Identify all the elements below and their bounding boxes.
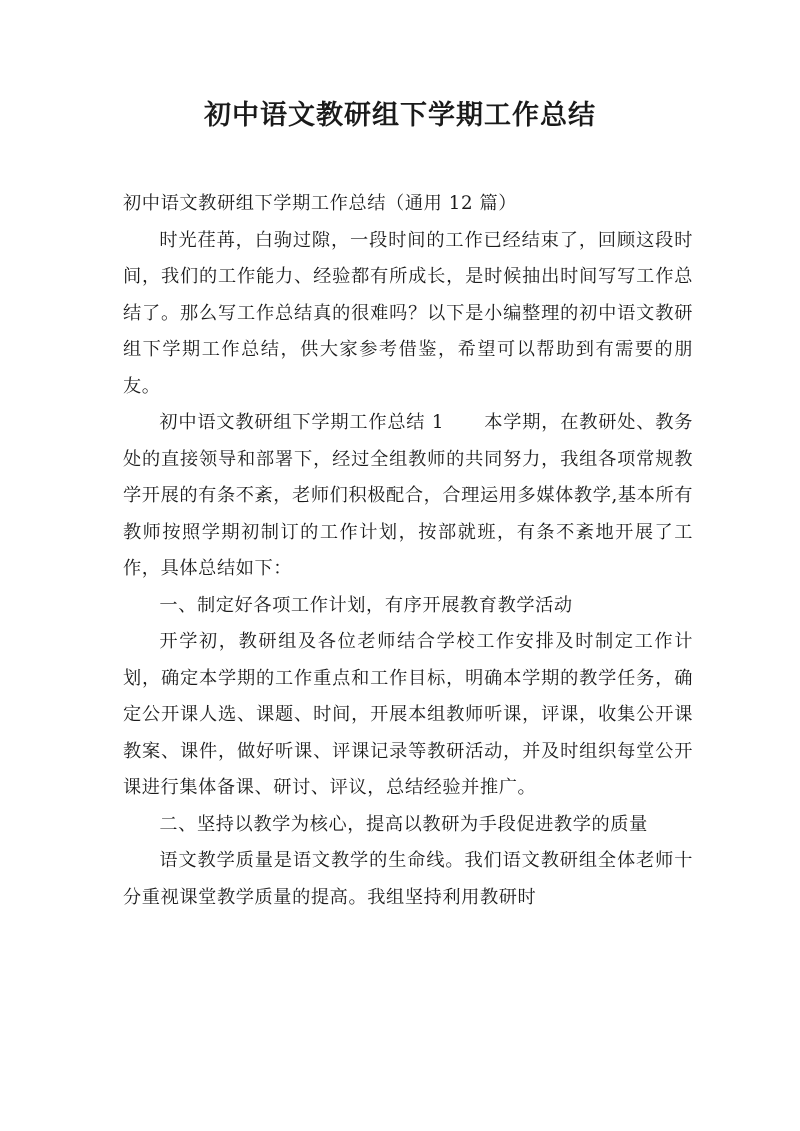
section-1-heading: 初中语文教研组下学期工作总结 1 — [159, 412, 445, 433]
document-body — [123, 186, 693, 916]
document-title: 初中语文教研组下学期工作总结 — [204, 100, 596, 131]
paragraph-2: 语文教学质量是语文教学的生命线。我们语文教研组全体老师十分重视课堂教学质量的提高。我组坚持利用教研时 — [123, 850, 693, 908]
section-1-intro: 本学期，在教研处、教务处的直接领导和部署下，经过全组教师的共同努力，我组各项常规教学开展的有条不紊，老师们积极配合，合理运用多媒体教学,基本所有教师按照学期初制订的工作计划，按部就班，有条不紊地开展了工作，具体总结如下： — [123, 412, 694, 579]
document-subtitle: 初中语文教研组下学期工作总结（通用 12 篇） — [123, 193, 518, 214]
paragraph-1: 开学初，教研组及各位老师结合学校工作安排及时制定工作计划，确定本学期的工作重点和工作目标，明确本学期的教学任务，确定公开课人选、课题、时间，开展本组教师听课，评课，收集公开课教案、课件，做好听课、评课记录等教研活动，并及时组织每堂公开课进行集体备课、研讨、评议，总结经验并推广。 — [123, 631, 693, 798]
heading-1: 一、制定好各项工作计划，有序开展教育教学活动 — [159, 594, 573, 616]
heading-2: 二、坚持以教学为核心，提高以教研为手段促进教学的质量 — [159, 813, 648, 835]
intro-paragraph: 时光荏苒，白驹过隙，一段时间的工作已经结束了，回顾这段时间，我们的工作能力、经验都有所成长，是时候抽出时间写写工作总结了。那么写工作总结真的很难吗？以下是小编整理的初中语文教研组下学期工作总结，供大家参考借鉴，希望可以帮助到有需要的朋友。 — [123, 229, 693, 397]
section-1-paragraph — [123, 405, 693, 588]
